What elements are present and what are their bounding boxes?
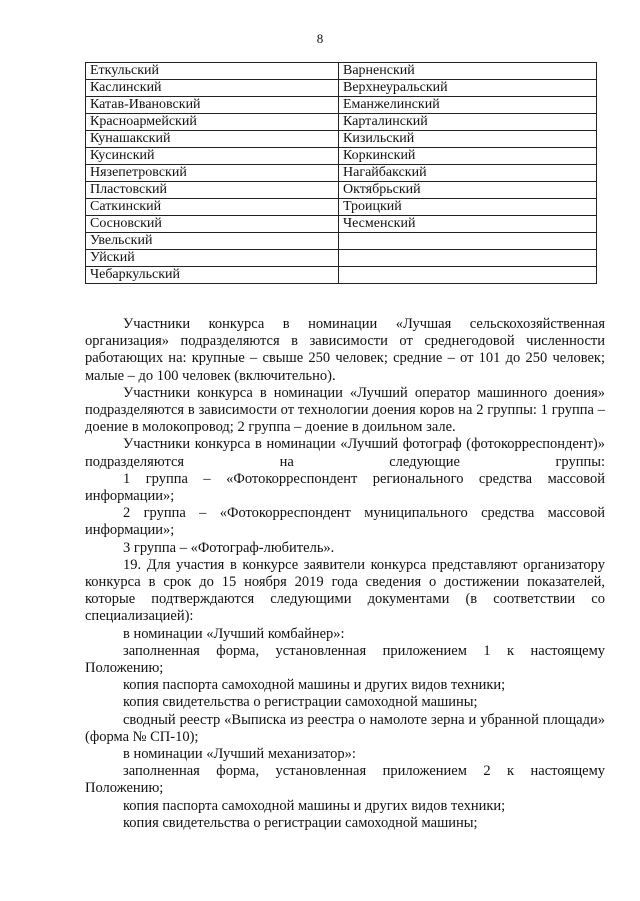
paragraph: 19. Для участия в конкурсе заявители конкурса представляют организатору конкурса в срок до 15 ноября 2019 года сведения о достижении показателей, которые подтверждаются следующими документами (в соответствии со специализацией): xyxy=(85,556,605,625)
paragraph: копия свидетельства о регистрации самоходной машины; xyxy=(123,694,478,711)
table-cell xyxy=(339,233,597,250)
table-cell: Коркинский xyxy=(339,148,597,165)
paragraph: 3 группа – «Фотограф-любитель». xyxy=(123,539,335,556)
page-number: 8 xyxy=(316,31,324,46)
table-cell: Каслинский xyxy=(86,80,339,97)
table-cell: Нагайбакский xyxy=(339,165,597,182)
table-cell: Чебаркульский xyxy=(86,267,339,284)
table-row xyxy=(86,148,597,165)
districts-table xyxy=(85,62,597,284)
paragraph: Участники конкурса в номинации «Лучший фотограф (фотокорреспондент)» подразделяются на следующие группы: xyxy=(85,436,605,470)
table-cell: Саткинский xyxy=(86,199,339,216)
paragraph: копия паспорта самоходной машины и других видов техники; xyxy=(123,797,506,814)
table-row xyxy=(86,165,597,182)
paragraph: копия свидетельства о регистрации самоходной машины; xyxy=(123,814,478,831)
paragraph: в номинации «Лучший комбайнер»: xyxy=(123,625,345,642)
table-cell: Еманжелинский xyxy=(339,97,597,114)
table-cell: Кунашакский xyxy=(86,131,339,148)
table-cell: Увельский xyxy=(86,233,339,250)
table-cell: Кизильский xyxy=(339,131,597,148)
paragraph: Участники конкурса в номинации «Лучшая сельскохозяйственная организация» подразделяются в зависимости от среднегодовой численности работающих на: крупные – свыше 250 человек; средние – от 101 до 250 человек; малые – до 100 человек (включительно). xyxy=(85,316,605,384)
table-cell: Октябрьский xyxy=(339,182,597,199)
table-row xyxy=(86,267,597,284)
table-cell: Чесменский xyxy=(339,216,597,233)
body-text xyxy=(85,316,605,832)
table-cell: Троицкий xyxy=(339,199,597,216)
paragraph: 1 группа – «Фотокорреспондент регионального средства массовой информации»; xyxy=(85,470,605,505)
table-row xyxy=(86,233,597,250)
paragraph: заполненная форма, установленная приложением 1 к настоящему Положению; xyxy=(85,642,605,677)
table-row xyxy=(86,63,597,80)
table-cell: Кусинский xyxy=(86,148,339,165)
table-row xyxy=(86,250,597,267)
table-cell: Варненский xyxy=(339,63,597,80)
table-row xyxy=(86,80,597,97)
table-cell: Сосновский xyxy=(86,216,339,233)
table-row xyxy=(86,114,597,131)
table-row xyxy=(86,199,597,216)
table-cell: Верхнеуральский xyxy=(339,80,597,97)
table-cell: Нязепетровский xyxy=(86,165,339,182)
paragraph: 2 группа – «Фотокорреспондент муниципального средства массовой информации»; xyxy=(85,505,605,539)
table-cell: Карталинский xyxy=(339,114,597,131)
table-row xyxy=(86,182,597,199)
table-cell: Пластовский xyxy=(86,182,339,199)
paragraph: Участники конкурса в номинации «Лучший оператор машинного доения» подразделяются в зависимости от технологии доения коров на 2 группы: 1 группа – доение в молокопровод; 2 группа – доение в доильном зале. xyxy=(85,384,605,436)
table-row xyxy=(86,97,597,114)
table-cell: Красноармейский xyxy=(86,114,339,131)
paragraph: заполненная форма, установленная приложением 2 к настоящему Положению; xyxy=(85,763,605,797)
paragraph: в номинации «Лучший механизатор»: xyxy=(123,746,356,763)
table-cell xyxy=(339,250,597,267)
paragraph: сводный реестр «Выписка из реестра о намолоте зерна и убранной площади» (форма № СП-10); xyxy=(85,711,605,745)
table-cell: Еткульский xyxy=(86,63,339,80)
table-cell xyxy=(339,267,597,284)
table-row xyxy=(86,216,597,233)
paragraph: копия паспорта самоходной машины и других видов техники; xyxy=(123,677,506,694)
table-row xyxy=(86,131,597,148)
table-cell: Катав-Ивановский xyxy=(86,97,339,114)
table-cell: Уйский xyxy=(86,250,339,267)
